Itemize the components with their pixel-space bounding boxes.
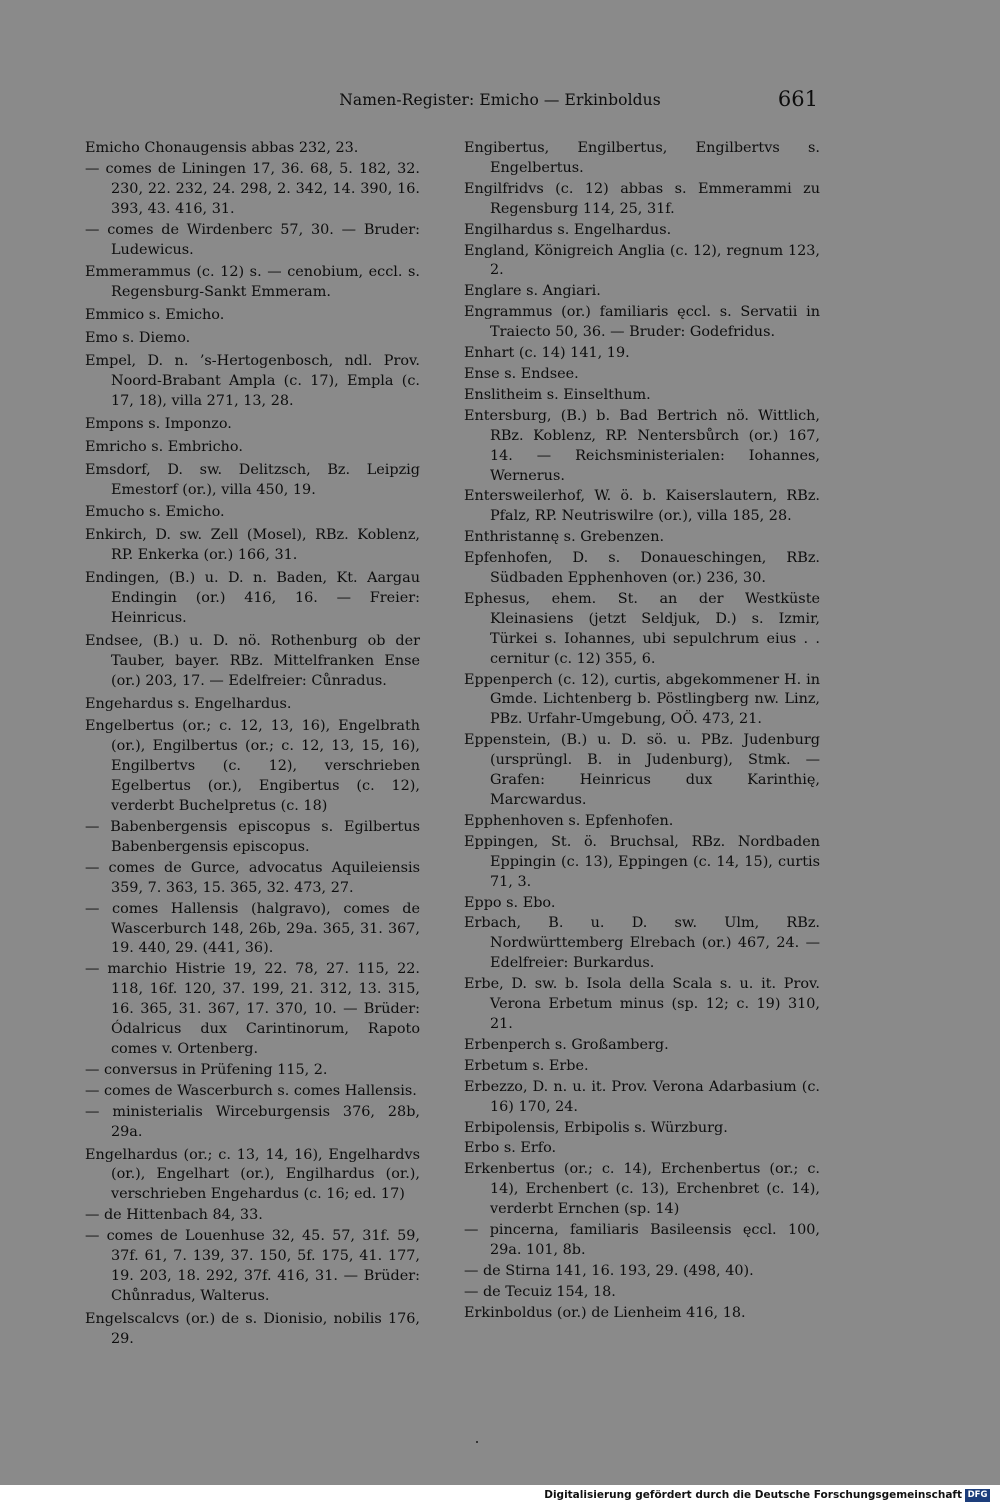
index-entry: Erbetum s. Erbe.: [464, 1057, 589, 1074]
index-entry: Erbach, B. u. D. sw. Ulm, RBz. Nordwürttemberg Elrebach (or.) 467, 24. — Edelfreier: Burkardus.: [464, 915, 820, 972]
running-title: Namen-Register: Emicho — Erkinboldus: [339, 91, 661, 109]
index-entry: Enthristannę s. Grebenzen.: [464, 529, 665, 546]
index-entry: Ense s. Endsee.: [464, 365, 579, 382]
index-entry: Engilhardus s. Engelhardus.: [464, 221, 672, 238]
index-entry: Endingen, (B.) u. D. n. Baden, Kt. Aargau Endingin (or.) 416, 16. — Freier: Heinricus.: [85, 570, 420, 626]
speck: [476, 1441, 478, 1443]
index-entry: Eppenstein, (B.) u. D. sö. u. PBz. Judenburg (ursprüngl. B. in Judenburg), Stmk. — Grafen: Heinricus dux Karinthię, Marcwardus.: [464, 732, 820, 808]
index-entry: England, Königreich Anglia (c. 12), regnum 123, 2.: [464, 242, 820, 279]
index-entry: — comes de Wirdenberc 57, 30. — Bruder: Ludewicus.: [85, 221, 420, 258]
dfg-logo-icon: DFG: [965, 1489, 990, 1502]
index-entry: — pincerna, familiaris Basileensis ęccl. 100, 29a. 101, 8b.: [464, 1222, 820, 1258]
index-entry: Engelscalcvs (or.) de s. Dionisio, nobilis 176, 29.: [85, 1310, 420, 1347]
left-column: [85, 139, 420, 1351]
index-entry: — ministerialis Wirceburgensis 376, 28b, 29a.: [85, 1103, 420, 1140]
index-entry: Eppingen, St. ö. Bruchsal, RBz. Nordbaden Eppingin (c. 13), Eppingen (c. 14, 15), curtis 71, 3.: [464, 833, 820, 890]
index-entry: Erbipolensis, Erbipolis s. Würzburg.: [464, 1119, 728, 1136]
page-number: 661: [777, 87, 818, 111]
index-entry: — Babenbergensis episcopus s. Egilbertus Babenbergensis episcopus.: [85, 819, 420, 855]
index-entry: Emricho s. Embricho.: [85, 438, 243, 455]
funding-credit: Digitalisierung gefördert durch die Deutsche Forschungsgemeinschaft: [544, 1489, 962, 1501]
index-entry: Erbenperch s. Großamberg.: [464, 1036, 669, 1053]
index-entry: Enkirch, D. sw. Zell (Mosel), RBz. Koblenz, RP. Enkerka (or.) 166, 31.: [85, 527, 420, 564]
index-entry: Emmerammus (c. 12) s. — cenobium, eccl. s. Regensburg-Sankt Emmeram.: [85, 264, 420, 301]
index-entry: — de Hittenbach 84, 33.: [85, 1207, 263, 1224]
index-entry: Emsdorf, D. sw. Delitzsch, Bz. Leipzig Emestorf (or.), villa 450, 19.: [85, 461, 420, 498]
index-entry: — comes de Gurce, advocatus Aquileiensis 359, 7. 363, 15. 365, 32. 473, 27.: [85, 859, 420, 896]
index-entry: Epfenhofen, D. s. Donaueschingen, RBz. Südbaden Epphenhoven (or.) 236, 30.: [464, 550, 820, 587]
index-entry: — de Stirna 141, 16. 193, 29. (498, 40).: [464, 1262, 754, 1279]
index-entry: Enhart (c. 14) 141, 19.: [464, 345, 630, 362]
index-entry: Erkenbertus (or.; c. 14), Erchenbertus (or.; c. 14), Erchenbert (c. 13), Erchenbret (c. 14), verderbt Ernchen (sp. 14): [464, 1161, 820, 1218]
index-entry: Entersburg, (B.) b. Bad Bertrich nö. Wittlich, RBz. Koblenz, RP. Nentersbůrch (or.) 167, 14. — Reichsministerialen: Iohannes, Wernerus.: [464, 407, 820, 484]
index-entry: Erbe, D. sw. b. Isola della Scala s. u. it. Prov. Verona Erbetum minus (sp. 12; c. 19) 310, 21.: [464, 976, 820, 1032]
index-entry: — comes de Wascerburch s. comes Hallensis.: [85, 1082, 417, 1099]
page-header: [0, 89, 1000, 115]
index-entry: Erbezzo, D. n. u. it. Prov. Verona Adarbasium (c. 16) 170, 24.: [464, 1078, 820, 1115]
index-entry: — comes de Louenhuse 32, 45. 57, 31f. 59, 37f. 61, 7. 139, 37. 150, 5f. 175, 41. 177, 19. 203, 18. 292, 37f. 416, 31. — Brüder: Chůnradus, Walterus.: [85, 1228, 420, 1304]
index-entry: Engelbertus (or.; c. 12, 13, 16), Engelbrath (or.), Engilbertus (or.; c. 12, 13, 15, 16), Engilbertvs (c. 12), verschrieben Egelbertus (or.), Engibertus (c. 12), verderbt Buchelpretus (c. 18): [85, 718, 420, 815]
index-entry: Engelhardus (or.; c. 13, 14, 16), Engelhardvs (or.), Engelhart (or.), Engilhardus (or.), verschrieben Engehardus (c. 16; ed. 17): [85, 1146, 420, 1203]
index-entry: Epphenhoven s. Epfenhofen.: [464, 812, 674, 829]
index-entry: Empel, D. n. ’s-Hertogenbosch, ndl. Prov. Noord-Brabant Ampla (c. 17), Empla (c. 17, 18), villa 271, 13, 28.: [85, 353, 420, 409]
index-entry: — comes Hallensis (halgravo), comes de Wascerburch 148, 26b, 29a. 365, 31. 367, 19. 440, 29. (441, 36).: [85, 900, 420, 957]
index-entry: Ephesus, ehem. St. an der Westküste Kleinasiens (jetzt Seldjuk, D.) s. Izmir, Türkei s. Iohannes, ubi sepulchrum eius . . cernitur (c. 12) 355, 6.: [464, 590, 820, 667]
index-entry: Engrammus (or.) familiaris ęccl. s. Servatii in Traiecto 50, 36. — Bruder: Godefridus.: [464, 304, 820, 341]
index-entry: Enslitheim s. Einselthum.: [464, 386, 651, 403]
index-entry: Engibertus, Engilbertus, Engilbertvs s. Engelbertus.: [464, 140, 820, 176]
index-entry: Englare s. Angiari.: [464, 283, 601, 300]
index-entry: Erbo s. Erfo.: [464, 1140, 557, 1157]
index-entry: Engehardus s. Engelhardus.: [85, 695, 292, 712]
index-entry: Eppo s. Ebo.: [464, 894, 556, 911]
index-entry: Erkinboldus (or.) de Lienheim 416, 18.: [464, 1304, 746, 1321]
footer-bar: [0, 1485, 1000, 1507]
index-entry: — marchio Histrie 19, 22. 78, 27. 115, 22. 118, 16f. 120, 37. 199, 21. 312, 13. 315, 16. 365, 31. 367, 17. 370, 10. — Brüder: Ódalricus dux Carintinorum, Rapoto comes v. Ortenberg.: [85, 961, 420, 1057]
index-entry: Emucho s. Emicho.: [85, 504, 225, 521]
index-entry: — conversus in Prüfening 115, 2.: [85, 1061, 328, 1078]
index-entry: Emo s. Diemo.: [85, 330, 191, 347]
index-entry: Endsee, (B.) u. D. nö. Rothenburg ob der Tauber, bayer. RBz. Mittelfranken Ense (or.) 203, 17. — Edelfreier: Cůnradus.: [85, 632, 420, 689]
index-entry: — comes de Liningen 17, 36. 68, 5. 182, 32. 230, 22. 232, 24. 298, 2. 342, 14. 390, 16. 393, 43. 416, 31.: [85, 160, 420, 217]
index-entry: Entersweilerhof, W. ö. b. Kaiserslautern, RBz. Pfalz, RP. Neutriswilre (or.), villa 185, 28.: [464, 488, 820, 525]
index-entry: Emmico s. Emicho.: [85, 307, 225, 324]
index-entry: Empons s. Imponzo.: [85, 415, 232, 432]
right-column: [464, 139, 820, 1325]
index-entry: Emicho Chonaugensis abbas 232, 23.: [85, 140, 359, 156]
index-entry: — de Tecuiz 154, 18.: [464, 1283, 616, 1300]
index-entry: Engilfridvs (c. 12) abbas s. Emmerammi zu Regensburg 114, 25, 31f.: [464, 180, 820, 217]
index-entry: Eppenperch (c. 12), curtis, abgekommener H. in Gmde. Lichtenberg b. Pöstlingberg nw. Linz, PBz. Urfahr-Umgebung, OÖ. 473, 21.: [464, 671, 820, 728]
